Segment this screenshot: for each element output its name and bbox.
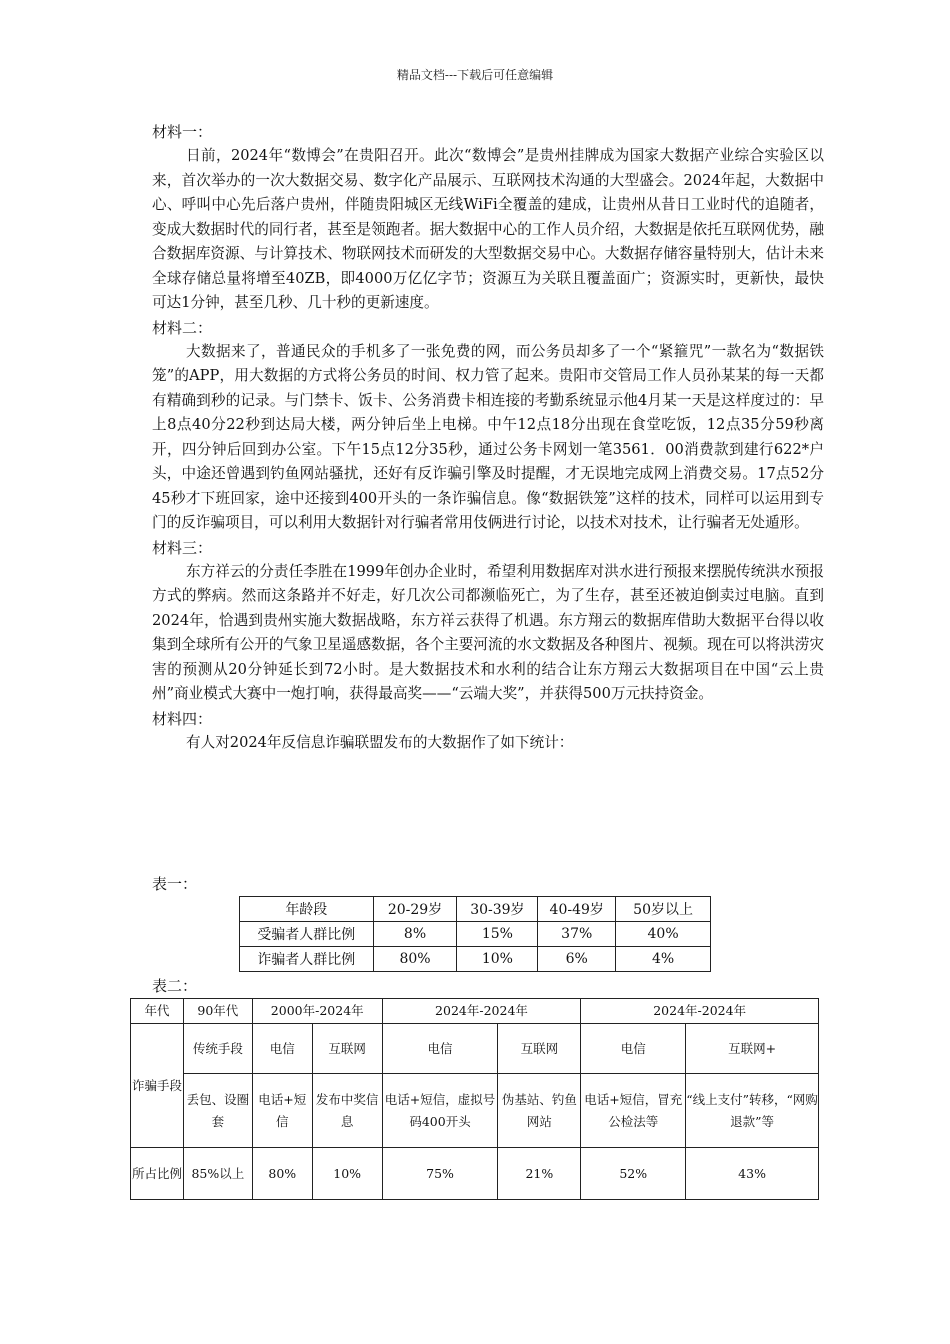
table-cell: 2000年-2024年 (252, 999, 382, 1024)
table2-label: 表二： (152, 977, 198, 995)
table-cell: 丢包、设圈套 (183, 1074, 252, 1148)
table-cell: 所占比例 (131, 1148, 184, 1200)
table-cell: 30-39岁 (457, 897, 538, 922)
table-cell: 43% (686, 1148, 819, 1200)
table-cell: 发布中奖信息 (312, 1074, 382, 1148)
section-2-label: 材料二： (152, 318, 213, 337)
section-3-label: 材料三： (152, 538, 213, 557)
table-cell: 15% (457, 922, 538, 947)
section-3-text: 东方祥云的分责任李胜在1999年创办企业时，希望利用数据库对洪水进行预报来摆脱传统洪水预报方式的弊病。然而这条路并不好走，好几次公司都濒临死亡，为了生存，甚至还被迫倒卖过电脑。直到2024年，恰遇到贵州实施大数据战略，东方祥云获得了机遇。东方翔云的数据库借助大数据平台得以收集到全球所有公开的气象卫星遥感数据，各个主要河流的水文数据及各种图片、视频。现在可以将洪涝灾害的预测从20分钟延长到72小时。是大数据技术和水利的结合让东方翔云大数据项目在中国“云上贵州”商业模式大赛中一炮打响，获得最高奖——“云端大奖”，并获得500万元扶持资金。 (152, 562, 824, 702)
table-cell: 互联网+ (686, 1024, 819, 1074)
table-cell: 4% (616, 947, 711, 972)
table-row (131, 999, 819, 1024)
table-cell: 40-49岁 (538, 897, 616, 922)
table1-label: 表一： (152, 875, 198, 893)
table-cell: 40% (616, 922, 711, 947)
table-cell: 75% (382, 1148, 498, 1200)
table-cell: 诈骗者人群比例 (240, 947, 374, 972)
table-cell: 诈骗手段 (131, 1024, 184, 1148)
table-cell: 85%以上 (183, 1148, 252, 1200)
table-cell: 年代 (131, 999, 184, 1024)
table-cell: 10% (457, 947, 538, 972)
table-cell: 传统手段 (183, 1024, 252, 1074)
table-cell: 受骗者人群比例 (240, 922, 374, 947)
table-row (240, 922, 711, 947)
table-age-ratio (239, 896, 711, 972)
table-row (131, 1074, 819, 1148)
table-cell: 2024年-2024年 (581, 999, 819, 1024)
table-cell: 互联网 (498, 1024, 581, 1074)
table-cell: 8% (373, 922, 457, 947)
document-body (152, 120, 824, 755)
table-cell: 90年代 (183, 999, 252, 1024)
section-1-text: 日前，2024年“数博会”在贵阳召开。此次“数博会”是贵州挂牌成为国家大数据产业综合实验区以来，首次举办的一次大数据交易、数字化产品展示、互联网技术沟通的大型盛会。2024年起，大数据中心、呼叫中心先后落户贵州，伴随贵阳城区无线WiFi全覆盖的建成，让贵州从昔日工业时代的追随者，变成大数据时代的同行者，甚至是领跑者。据大数据中心的工作人员介绍，大数据是依托互联网优势，融合数据库资源、与计算技术、物联网技术而研发的大型数据交易中心。大数据存储容量特别大，估计未来全球存储总量将增至40ZB，即4000万亿亿字节；资源互为关联且覆盖面广；资源实时，更新快，最快可达1分钟，甚至几秒、几十秒的更新速度。 (152, 147, 824, 311)
table-cell: 伪基站、钓鱼网站 (498, 1074, 581, 1148)
table-cell: 50岁以上 (616, 897, 711, 922)
table-cell: “线上支付”转移，“网购退款”等 (686, 1074, 819, 1148)
table-cell: 电话+短信 (252, 1074, 312, 1148)
table-cell: 20-29岁 (373, 897, 457, 922)
table-row (240, 897, 711, 922)
section-1-label: 材料一： (152, 123, 213, 141)
table-cell: 电信 (252, 1024, 312, 1074)
table-cell: 电话+短信，虚拟号码400开头 (382, 1074, 498, 1148)
page-header: 精品文档---下载后可任意编辑 (396, 68, 554, 82)
section-2-text: 大数据来了，普通民众的手机多了一张免费的网，而公务员却多了一个“紧箍咒”一款名为“数据铁笼”的APP，用大数据的方式将公务员的时间、权力管了起来。贵阳市交管局工作人员孙某某的每一天都有精确到秒的记录。与门禁卡、饭卡、公务消费卡相连接的考勤系统显示他4月某一天是这样度过的：早上8点40分22秒到达局大楼，两分钟后坐上电梯。中午12点18分出现在食堂吃饭，12点35分59秒离开，四分钟后回到办公室。下午15点12分35秒，通过公务卡网划一笔3561．00消费款到建行622*户头，中途还曾遇到钓鱼网站骚扰，还好有反诈骗引擎及时提醒，才无误地完成网上消费交易。17点52分45秒才下班回家，途中还接到400开头的一条诈骗信息。像“数据铁笼”这样的技术，同样可以运用到专门的反诈骗项目，可以利用大数据针对行骗者常用伎俩进行讨论，以技术对技术，让行骗者无处遁形。 (152, 342, 824, 531)
table-cell: 80% (373, 947, 457, 972)
section-4-text: 有人对2024年反信息诈骗联盟发布的大数据作了如下统计： (186, 733, 574, 751)
table-row (240, 947, 711, 972)
table-fraud-methods (130, 998, 819, 1200)
table-cell: 6% (538, 947, 616, 972)
table-row (131, 1148, 819, 1200)
section-4-label: 材料四： (152, 709, 213, 728)
table-cell: 52% (581, 1148, 686, 1200)
table-cell: 10% (312, 1148, 382, 1200)
table-cell: 2024年-2024年 (382, 999, 581, 1024)
table-row (131, 1024, 819, 1074)
table-cell: 21% (498, 1148, 581, 1200)
table-cell: 电信 (581, 1024, 686, 1074)
table-cell: 电信 (382, 1024, 498, 1074)
table-cell: 电话+短信，冒充公检法等 (581, 1074, 686, 1148)
table-cell: 年龄段 (240, 897, 374, 922)
table-cell: 80% (252, 1148, 312, 1200)
table-cell: 互联网 (312, 1024, 382, 1074)
table-cell: 37% (538, 922, 616, 947)
